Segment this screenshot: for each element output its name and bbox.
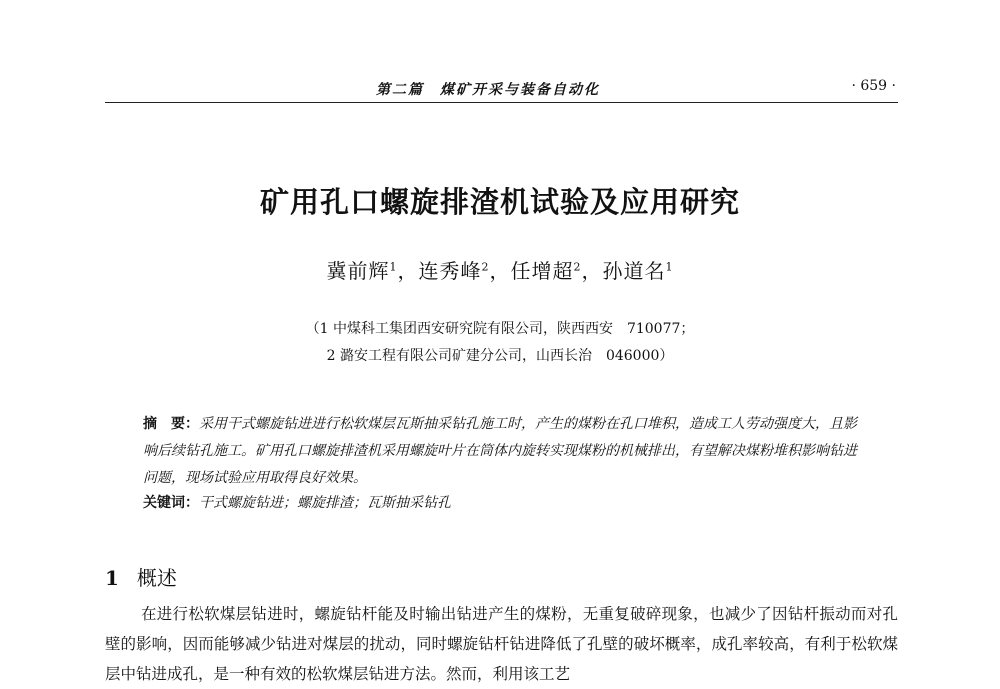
keywords-label: 关键词： <box>143 495 199 511</box>
affiliations <box>0 316 1000 370</box>
author-name: 孙道名 <box>602 259 666 283</box>
page-header <box>105 76 898 103</box>
section-title: 概述 <box>136 566 177 590</box>
keywords <box>143 490 863 517</box>
abstract-label: 摘 要： <box>143 416 199 432</box>
author-affiliation-mark: 1 <box>389 260 398 274</box>
affiliation-line: 2 潞安工程有限公司矿建分公司，山西长治 046000） <box>326 348 674 364</box>
author-separator: ， <box>581 259 603 283</box>
abstract <box>143 411 863 492</box>
author-name: 任增超 <box>510 259 574 283</box>
author-affiliation-mark: 2 <box>481 260 490 274</box>
paper-title: 矿用孔口螺旋排渣机试验及应用研究 <box>259 185 740 219</box>
page-number: · 659 · <box>851 78 896 94</box>
author-name: 连秀峰 <box>418 259 482 283</box>
abstract-text: 采用干式螺旋钻进进行松软煤层瓦斯抽采钻孔施工时，产生的煤粉在孔口堆积，造成工人劳动强度大，且影响后续钻孔施工。矿用孔口螺旋排渣机采用螺旋叶片在筒体内旋转实现煤粉的机械排出，有望解决煤粉堆积影响钻进问题，现场试验应用取得良好效果。 <box>143 416 857 486</box>
author-list <box>0 255 1000 284</box>
author-separator: ， <box>489 259 511 283</box>
running-title: 第二篇 煤矿开采与装备自动化 <box>376 82 600 98</box>
author-affiliation-mark: 2 <box>573 260 582 274</box>
author-affiliation-mark: 1 <box>665 260 674 274</box>
section-number: 1 <box>105 566 119 590</box>
author-separator: ， <box>397 259 419 283</box>
section-heading <box>105 562 177 591</box>
body-paragraph: 在进行松软煤层钻进时，螺旋钻杆能及时输出钻进产生的煤粉，无重复破碎现象，也减少了因钻杆振动而对孔壁的影响，因而能够减少钻进对煤层的扰动，同时螺旋钻杆钻进降低了孔壁的破坏概率，成孔率较高，有利于松软煤层中钻进成孔，是一种有效的松软煤层钻进方法。然而，利用该工艺 <box>105 605 898 683</box>
author-name: 冀前辉 <box>326 259 390 283</box>
affiliation-line: （1 中煤科工集团西安研究院有限公司，陕西西安 710077； <box>305 321 695 337</box>
keywords-text: 干式螺旋钻进；螺旋排渣；瓦斯抽采钻孔 <box>199 495 451 511</box>
